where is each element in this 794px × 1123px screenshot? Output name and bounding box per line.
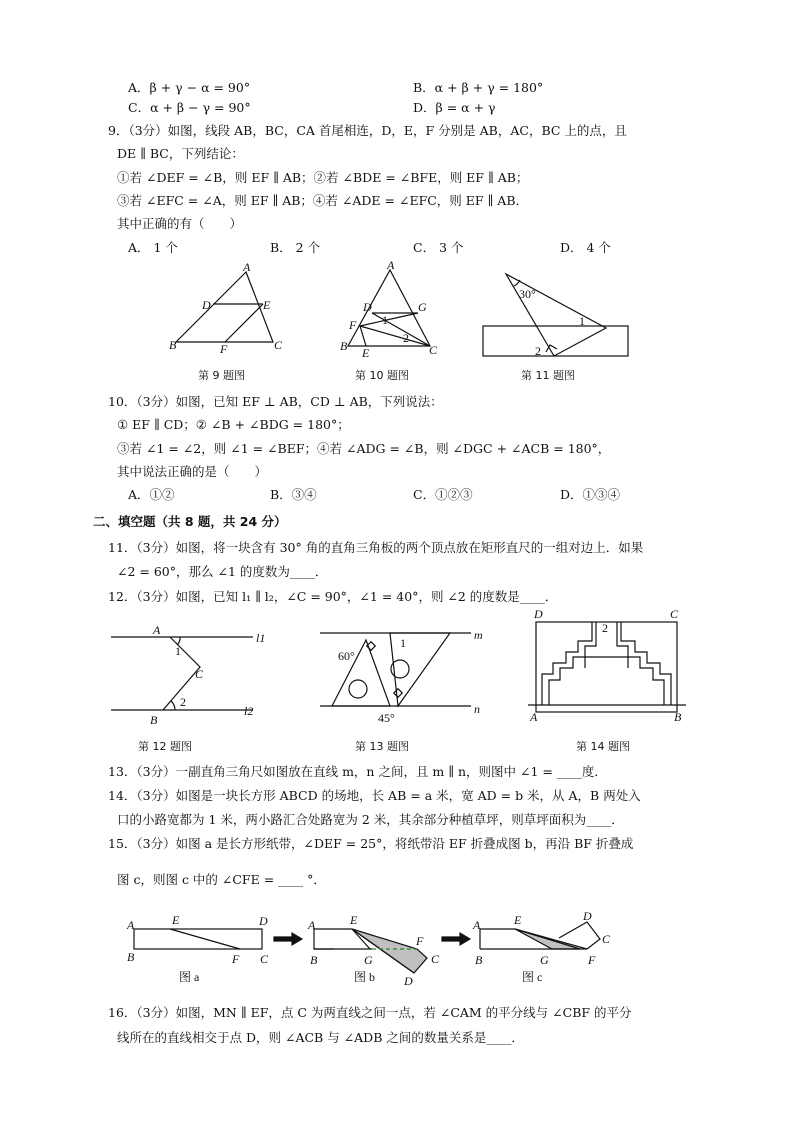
fig9-label-d: D xyxy=(202,298,211,312)
q10-line-2: ① EF ∥ CD；② ∠B + ∠BDG = 180°； xyxy=(117,417,350,432)
fig13-label-60: 60° xyxy=(338,649,355,663)
fig12-caption: 第 12 题图 xyxy=(138,740,192,753)
fig13-label-n: n xyxy=(474,702,480,716)
q15-line-1: 15．（3分）如图 a 是长方形纸带，∠DEF = 25°，将纸带沿 EF 折叠成图 b，再沿 BF 折叠成 xyxy=(108,836,634,851)
figure-13-set-squares xyxy=(316,620,491,725)
fig11-label-2: 2 xyxy=(535,344,541,358)
fig13-label-45: 45° xyxy=(378,711,395,725)
fig14-label-2: 2 xyxy=(602,621,608,635)
q16-line-2: 线所在的直线相交于点 D，则 ∠ACB 与 ∠ADB 之间的数量关系是____． xyxy=(117,1030,524,1045)
fig11-caption: 第 11 题图 xyxy=(521,369,575,382)
q9-option-a: A． 1 个 xyxy=(128,240,178,255)
q8-option-d: D．β = α + γ xyxy=(413,100,496,115)
fig10-label-e: E xyxy=(362,346,370,360)
fig12-label-a: A xyxy=(153,623,161,637)
q9-option-c: C． 3 个 xyxy=(413,240,464,255)
fig12-label-b: B xyxy=(150,713,158,727)
q9-line-2: DE ∥ BC，下列结论： xyxy=(117,146,244,161)
fig12-label-l1: l1 xyxy=(256,631,266,645)
fig15b-label-g: G xyxy=(364,953,373,967)
figure-15-folding-strips xyxy=(122,908,642,990)
fig12-label-2: 2 xyxy=(180,695,186,709)
q10-option-a: A．①② xyxy=(128,487,175,502)
q8-option-a: A．β + γ − α = 90° xyxy=(128,80,251,95)
q11-line-1: 11．（3分）如图，将一块含有 30° 角的直角三角板的两个顶点放在矩形直尺的一组对边上．如果 xyxy=(108,540,644,555)
fig9-caption: 第 9 题图 xyxy=(198,369,245,382)
figure-10-triangle xyxy=(338,258,443,358)
q10-line-3: ③若 ∠1 = ∠2，则 ∠1 = ∠BEF；④若 ∠ADG = ∠B，则 ∠DGC + ∠ACB = 180°， xyxy=(117,441,611,456)
fig15b-label-f: F xyxy=(416,934,424,948)
fig10-label-g: G xyxy=(418,300,427,314)
fig15c-label-e: E xyxy=(514,913,522,927)
q11-line-2: ∠2 = 60°，那么 ∠1 的度数为____． xyxy=(117,564,328,579)
fig11-label-1: 1 xyxy=(579,314,585,328)
q12-text: 12．（3分）如图，已知 l₁ ∥ l₂，∠C = 90°，∠1 = 40°，则 ∠2 的度数是____． xyxy=(108,589,558,604)
q14-line-1: 14．（3分）如图是一块长方形 ABCD 的场地，长 AB = a 米，宽 AD = b 米，从 A，B 两处入 xyxy=(108,788,641,803)
q9-option-b: B． 2 个 xyxy=(270,240,321,255)
fig9-label-b: B xyxy=(169,338,177,352)
fig15c-label-c: C xyxy=(602,932,611,946)
q13-text: 13．（3分）一副直角三角尺如图放在直线 m，n 之间，且 m ∥ n，则图中 ∠1 = ____度． xyxy=(108,764,607,779)
fig9-label-a: A xyxy=(243,260,251,274)
fig9-label-e: E xyxy=(263,298,271,312)
fig15a-label-c: C xyxy=(260,952,269,966)
fig10-label-b: B xyxy=(340,339,348,353)
figure-9-triangle xyxy=(160,260,295,360)
q10-option-c: C．①②③ xyxy=(413,487,473,502)
fig14-label-c: C xyxy=(670,607,679,621)
q10-line-4: 其中说法正确的是（ ） xyxy=(117,464,268,479)
fig9-label-c: C xyxy=(274,338,283,352)
fig15c-caption: 图 c xyxy=(522,970,543,984)
q9-line-1: 9．（3分）如图，线段 AB，BC，CA 首尾相连，D，E，F 分别是 AB，AC，BC 上的点，且 xyxy=(108,123,627,138)
figure-12-parallel-lines xyxy=(108,615,268,727)
q10-option-d: D．①③④ xyxy=(560,487,621,502)
fig14-label-d: D xyxy=(534,607,543,621)
q10-option-b: B．③④ xyxy=(270,487,317,502)
fig10-label-1: 1 xyxy=(382,313,388,327)
fig15b-label-b: B xyxy=(310,953,318,967)
q9-option-d: D． 4 个 xyxy=(560,240,611,255)
fig10-label-a: A xyxy=(387,258,395,272)
q10-line-1: 10．（3分）如图，已知 EF ⊥ AB，CD ⊥ AB，下列说法： xyxy=(108,394,443,409)
q9-line-5: 其中正确的有（ ） xyxy=(117,216,243,231)
fig15b-label-e: E xyxy=(350,913,358,927)
fig15c-label-b: B xyxy=(475,953,483,967)
fig15a-caption: 图 a xyxy=(179,970,200,984)
fig15a-label-d: D xyxy=(259,914,268,928)
fig15a-label-a: A xyxy=(127,918,135,932)
fig15c-label-a: A xyxy=(473,918,481,932)
fig10-label-c: C xyxy=(429,343,438,357)
fig13-label-1: 1 xyxy=(400,636,406,650)
q9-line-3: ①若 ∠DEF = ∠B，则 EF ∥ AB；②若 ∠BDE = ∠BFE，则 EF ∥ AB； xyxy=(117,170,529,185)
fig15a-label-f: F xyxy=(232,952,240,966)
q14-line-2: 口的小路宽都为 1 米，两小路汇合处路宽为 2 米，其余部分种植草坪，则草坪面积为____． xyxy=(117,812,624,827)
fig12-label-c: C xyxy=(195,667,204,681)
q8-option-b: B．α + β + γ = 180° xyxy=(413,80,544,95)
q8-option-c: C．α + β − γ = 90° xyxy=(128,100,251,115)
fig9-label-f: F xyxy=(220,342,228,356)
figure-11-triangle-ruler xyxy=(480,268,630,360)
fig12-label-1: 1 xyxy=(175,644,181,658)
fig10-label-d: D xyxy=(363,300,372,314)
figure-14-field-paths xyxy=(524,608,694,728)
fig10-label-2: 2 xyxy=(403,331,409,345)
fig12-label-l2: l2 xyxy=(244,704,254,718)
fig15b-label-d: D xyxy=(404,974,413,988)
fig10-caption: 第 10 题图 xyxy=(355,369,409,382)
fig15b-caption: 图 b xyxy=(354,970,376,984)
fig15b-label-a: A xyxy=(308,918,316,932)
fig13-caption: 第 13 题图 xyxy=(355,740,409,753)
q15-line-2: 图 c，则图 c 中的 ∠CFE = ____ °． xyxy=(117,872,326,887)
fig11-label-30: 30° xyxy=(519,287,536,301)
fig14-caption: 第 14 题图 xyxy=(576,740,630,753)
fig10-label-f: F xyxy=(349,318,357,332)
section-2-title: 二、填空题（共 8 题，共 24 分） xyxy=(93,514,287,529)
q16-line-1: 16．（3分）如图，MN ∥ EF，点 C 为两直线之间一点，若 ∠CAM 的平分线与 ∠CBF 的平分 xyxy=(108,1005,632,1020)
fig14-label-a: A xyxy=(530,710,538,724)
fig15c-label-f: F xyxy=(588,953,596,967)
fig15c-label-d: D xyxy=(583,909,592,923)
fig15c-label-g: G xyxy=(540,953,549,967)
fig14-label-b: B xyxy=(674,710,682,724)
fig15a-label-e: E xyxy=(172,913,180,927)
q9-line-4: ③若 ∠EFC = ∠A，则 EF ∥ AB；④若 ∠ADE = ∠EFC，则 EF ∥ AB． xyxy=(117,193,529,208)
fig13-label-m: m xyxy=(474,628,483,642)
fig15b-label-c: C xyxy=(431,952,440,966)
fig15a-label-b: B xyxy=(127,950,135,964)
